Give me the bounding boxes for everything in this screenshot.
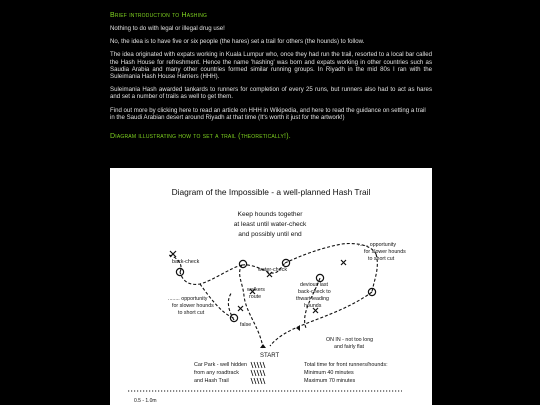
keep-line-1: Keep hounds together bbox=[237, 211, 303, 218]
car-park-hatching bbox=[251, 362, 265, 384]
devious-line-2: back-check to bbox=[298, 289, 331, 295]
car-park-line-3: and Hash Trail bbox=[194, 378, 229, 384]
intro-paragraph-5 bbox=[110, 107, 432, 121]
diagram-title: Diagram of the Impossible - a well-planned Hash Trail bbox=[171, 187, 371, 197]
opp-right-line-2: for slower hounds bbox=[364, 249, 406, 255]
start-arrow bbox=[260, 344, 266, 348]
p5-text-c: to read the guidance on setting a trail in the Saudi Arabian desert around Riyadh at that time (It's worth it just for the artwork!) bbox=[110, 106, 426, 121]
back-check-label: back-check bbox=[172, 259, 200, 265]
trail-guidance-link[interactable]: here bbox=[311, 106, 324, 114]
keep-line-3: and possibly until end bbox=[238, 231, 302, 238]
intro-heading: Brief introduction to Hashing bbox=[110, 12, 208, 19]
wikipedia-link[interactable]: here bbox=[179, 106, 192, 114]
p5-text-a: Find out more by clicking bbox=[110, 106, 180, 114]
walkers-line-2: route bbox=[249, 294, 262, 300]
intro-paragraph-3: The idea originated with expats working in Kuala Lumpur who, once they had run the trail, resorted to a local bar called the Hash House for refreshment. Hence the name 'hashing' was born and expats working in other countries such as Saudia Arabia and many other countries formed similar running groups. In Riyadh in the mid 80s I ran with the Suleimania Hash House Harriers (HHH). bbox=[110, 51, 432, 81]
start-label: START bbox=[260, 353, 280, 359]
false-label: false bbox=[240, 322, 252, 328]
on-in-line-2: and fairly flat bbox=[334, 344, 365, 350]
keep-line-2: at least until water-check bbox=[233, 221, 307, 228]
scale-label: 0.5 - 1.0m bbox=[134, 398, 157, 404]
right-x-mark bbox=[341, 260, 346, 265]
back-check-x-mark bbox=[170, 251, 176, 257]
water-check-label: water-check bbox=[258, 267, 288, 273]
car-park-line-2: from any roadtrack bbox=[194, 370, 239, 376]
opp-left-line-3: to short cut bbox=[178, 310, 205, 316]
diagram-svg bbox=[110, 168, 432, 405]
on-in-line-1: ON IN - not too long bbox=[326, 337, 374, 343]
trail-left-loop bbox=[180, 265, 242, 284]
intro-paragraph-1: Nothing to do with legal or illegal drug use! bbox=[110, 25, 225, 32]
car-park-line-1: Car Park - well hidden bbox=[194, 362, 248, 368]
hatch-row-2 bbox=[251, 370, 265, 376]
main-content bbox=[110, 12, 432, 146]
check-circle-walkers bbox=[239, 260, 246, 267]
check-circle-false bbox=[230, 314, 237, 321]
on-in-arrow bbox=[296, 325, 300, 331]
total-time-line-2: Minimum 40 minutes bbox=[304, 370, 354, 376]
hash-trail-diagram bbox=[110, 168, 432, 405]
false-x-mark bbox=[238, 306, 243, 311]
opp-left-line-2: for slower hounds bbox=[172, 303, 214, 309]
walkers-line-1: walkers bbox=[247, 287, 265, 293]
total-time-line-3: Maximum 70 minutes bbox=[304, 378, 356, 384]
intro-paragraph-4: Suleimania Hash awarded tankards to runners for completion of every 25 runs, but runners also had to act as hares and set a number of trails as well to get them. bbox=[110, 86, 432, 101]
hatch-row-3 bbox=[251, 378, 265, 384]
devious-line-4: hounds bbox=[304, 303, 322, 309]
p5-text-b: to read an article on HHH in Wikipedia, and bbox=[191, 106, 312, 114]
total-time-line-1: Total time for front runners/hounds: bbox=[304, 362, 388, 368]
devious-line-1: devious last bbox=[300, 282, 328, 288]
opp-left-line-1: ........ opportunity bbox=[168, 296, 208, 302]
intro-paragraph-2: No, the idea is to have five or six people (the hares) set a trail for others (the hounds) to follow. bbox=[110, 38, 365, 46]
opp-right-line-1: ....... opportunity bbox=[358, 242, 396, 248]
diagram-heading: Diagram illustrating how to set a trail (theoretically!). bbox=[110, 133, 291, 141]
hatch-row-1 bbox=[251, 362, 265, 368]
devious-line-3: thwart leading bbox=[296, 296, 329, 302]
opp-right-line-3: to short cut bbox=[368, 256, 395, 262]
